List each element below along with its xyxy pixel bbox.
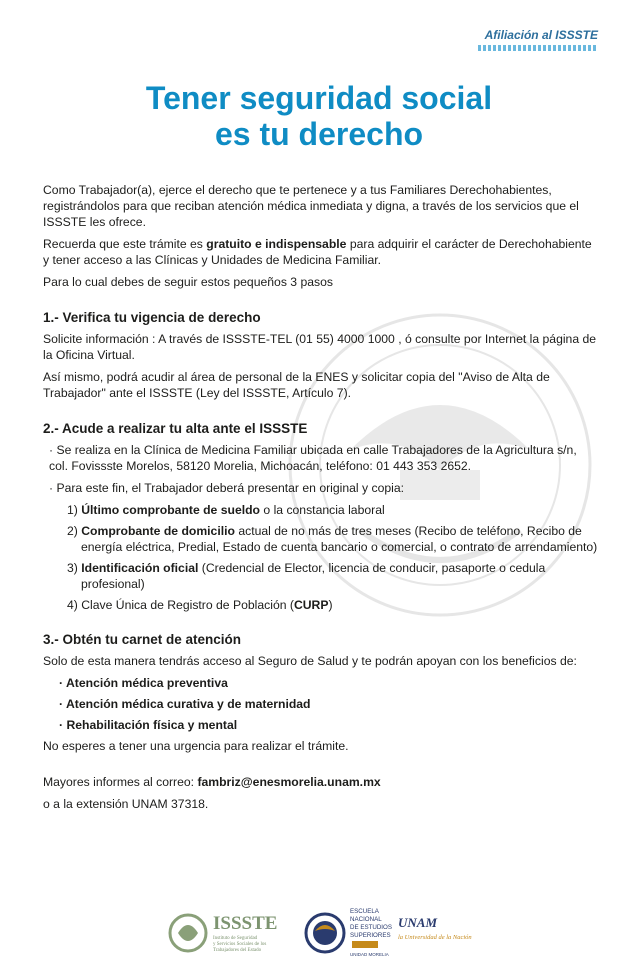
- contact-email[interactable]: fambriz@enesmorelia.unam.mx: [197, 775, 381, 789]
- unam-tagline-logo: [398, 915, 472, 941]
- unam-seal-logo: [306, 914, 344, 952]
- issste-subtitle-3: Trabajadores del Estado: [213, 948, 262, 953]
- contact-email-line: Mayores informes al correo: fambriz@enesmorelia.unam.mx: [43, 775, 381, 789]
- requirement-item-3: 3) Identificación oficial (Credencial de Elector, licencia de conducir, pasaporte o cedula profesional): [67, 561, 546, 591]
- header-tag-text: Afiliación al ISSSTE: [484, 28, 598, 42]
- issste-name: ISSSTE: [213, 913, 278, 934]
- requirement-item-1: 1) Último comprobante de sueldo o la constancia laboral: [67, 503, 385, 517]
- step-2-bullet-1: · Se realiza en la Clínica de Medicina Familiar ubicada en calle Trabajadores de la Agricultura s/n, col. Fovissste Morelos, 58120 Morelia, Michoacán, teléfono: 01 443 353 2652.: [49, 443, 577, 473]
- requirement-item-2: 2) Comprobante de domicilio actual de no más de tres meses (Recibo de teléfono, Recibo de energía eléctrica, Predial, Estado de cuenta bancario o comercial, o contrato de arrendamiento): [67, 524, 598, 554]
- intro-paragraph-3: Para lo cual debes de seguir estos pequeños 3 pasos: [43, 275, 333, 289]
- step-2-bullet-2: · Para este fin, el Trabajador deberá presentar en original y copia:: [49, 481, 404, 495]
- issste-subtitle-2: y Servicios Sociales de los: [213, 942, 267, 947]
- footer-logos: [0, 905, 638, 965]
- benefit-item-2: · Atención médica curativa y de maternidad: [59, 697, 311, 711]
- header-dots-divider: [478, 45, 598, 51]
- benefit-item-3: · Rehabilitación física y mental: [59, 718, 238, 732]
- requirement-item-4: 4) Clave Única de Registro de Población (CURP): [67, 598, 333, 612]
- benefit-item-1: · Atención médica preventiva: [59, 676, 228, 690]
- enes-line-4: SUPERIORES: [350, 932, 391, 939]
- title-line-1: Tener seguridad social: [145, 80, 493, 116]
- header-tag: [478, 28, 598, 51]
- issste-logo: [170, 913, 277, 953]
- document-body: [43, 182, 598, 818]
- enes-line-2: NACIONAL: [350, 916, 382, 923]
- issste-subtitle-1: Instituto de Seguridad: [213, 936, 258, 941]
- step-1-heading: 1.- Verifica tu vigencia de derecho: [43, 310, 261, 325]
- page-title: [0, 80, 638, 152]
- enes-line-5: UNIDAD MORELIA: [350, 952, 389, 957]
- title-line-2: es tu derecho: [214, 116, 424, 152]
- step-1-paragraph-1: Solicite información : A través de ISSSTE-TEL (01 55) 4000 1000 , ó consulte por Internet la página de la Oficina Virtual.: [43, 332, 597, 362]
- intro-paragraph-1: Como Trabajador(a), ejerce el derecho que te pertenece y a tus Familiares Derechohabientes, registrándolos para que reciban atención médica inmediata y digna, a través de los servicios que el ISSSTE les ofrece.: [43, 183, 579, 229]
- step-3-paragraph-2: No esperes a tener una urgencia para realizar el trámite.: [43, 739, 349, 753]
- unam-tagline: la Universidad de la Nación: [398, 934, 472, 941]
- step-3-heading: 3.- Obtén tu carnet de atención: [43, 632, 242, 647]
- step-2-heading: 2.- Acude a realizar tu alta ante el ISSSTE: [43, 421, 308, 436]
- unam-wordmark: UNAM: [398, 915, 438, 930]
- step-1-paragraph-2: Así mismo, podrá acudir al área de personal de la ENES y solicitar copia del "Aviso de Alta de Trabajador" ante el ISSSTE (Ley del ISSSTE, Artículo 7).: [43, 370, 550, 400]
- enes-line-1: ESCUELA: [350, 908, 379, 915]
- intro-paragraph-2: Recuerda que este trámite es gratuito e indispensable para adquirir el carácter de Derechohabiente y tener acceso a las Clínicas y Unidades de Medicina Familiar.: [43, 237, 592, 267]
- step-3-paragraph-1: Solo de esta manera tendrás acceso al Seguro de Salud y te podrán apoyan con los beneficios de:: [43, 654, 577, 668]
- enes-logo: [350, 908, 392, 957]
- enes-line-3: DE ESTUDIOS: [350, 924, 392, 931]
- contact-extension-line: o a la extensión UNAM 37318.: [43, 797, 209, 811]
